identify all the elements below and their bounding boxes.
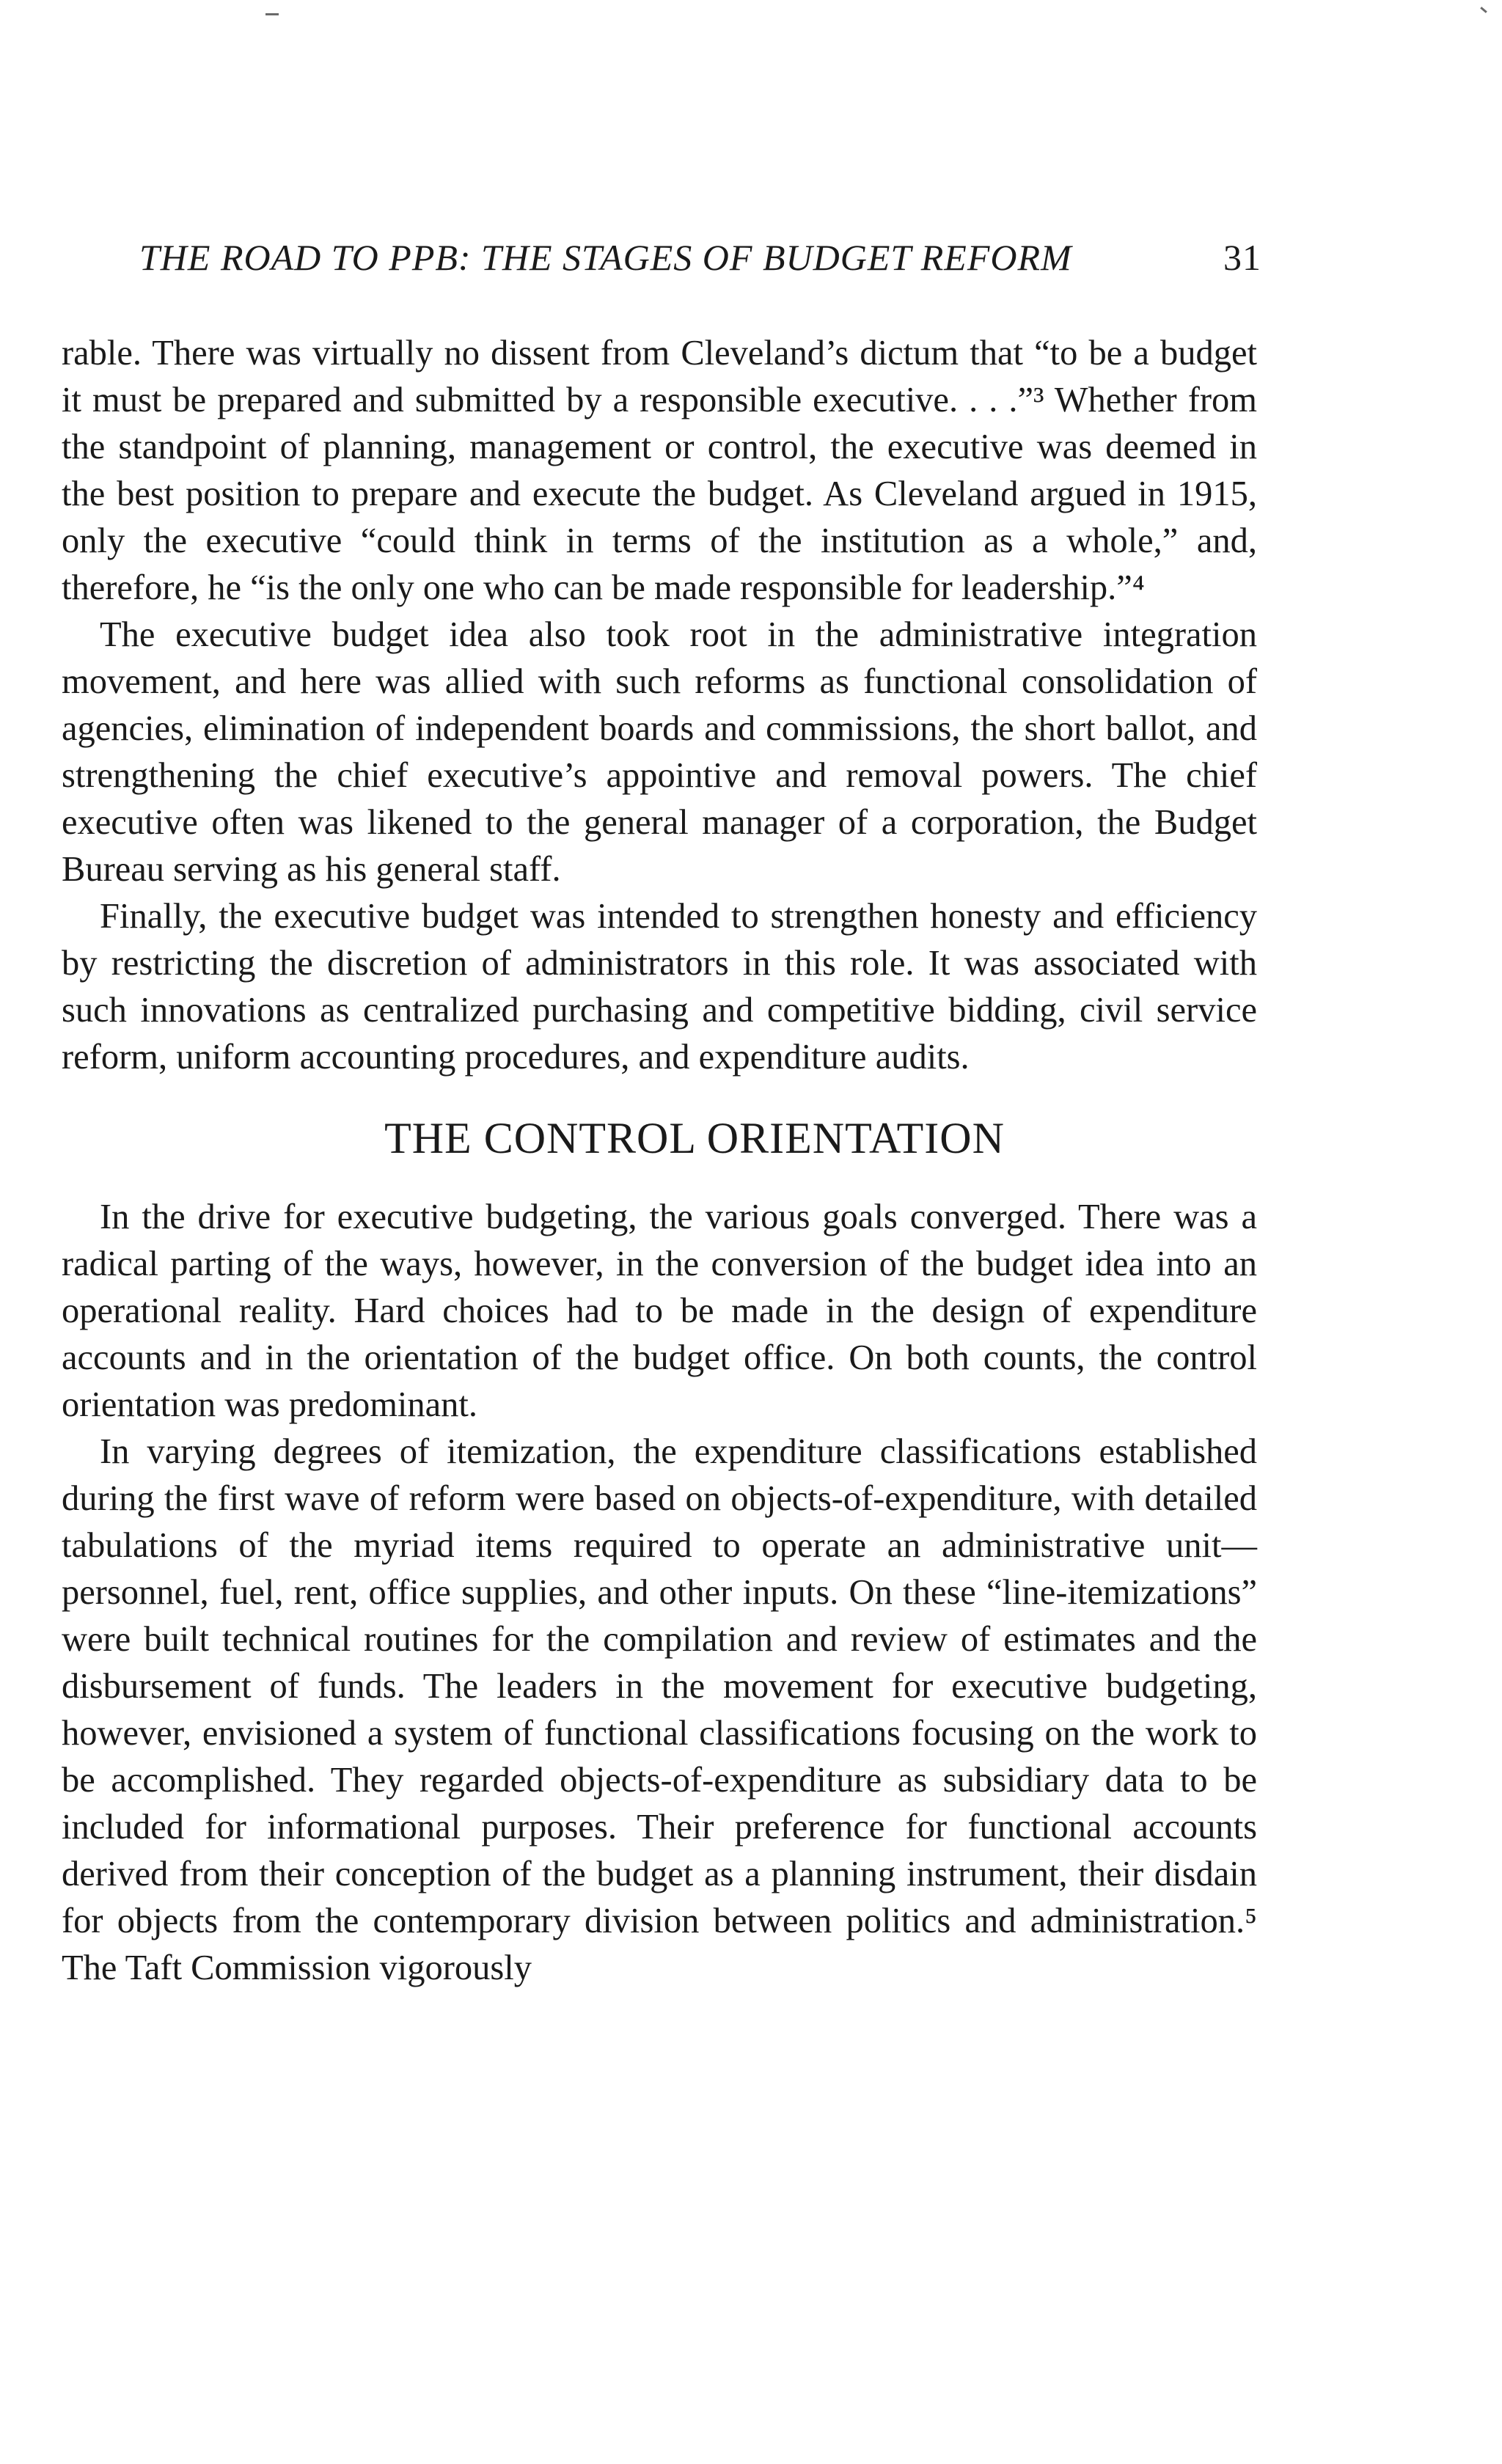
section-heading: THE CONTROL ORIENTATION	[384, 1114, 1005, 1162]
paragraph: The executive budget idea also took root in the administrative integration movement, and here was allied with such reforms as functional consolidation of agencies, elimination of independent boards and commissions, the short ballot, and strengthening the chief executive’s appointive and removal powers. The chief executive often was likened to the general manager of a corporation, the Budget Bureau serving as his general staff.	[62, 615, 1257, 889]
paragraph: rable. There was virtually no dissent from Cleveland’s dictum that “to be a budget it must be prepared and submitted by a responsible executive. . . .”³ Whether from the standpoint of planning, management or control, the executive was deemed in the best position to prepare and execute the budget. As Cleveland argued in 1915, only the executive “could think in terms of the institution as a whole,” and, therefore, he “is the only one who can be made responsible for leadership.”⁴	[62, 334, 1257, 607]
running-head	[139, 236, 1261, 280]
page-number: 31	[1223, 237, 1261, 278]
running-head-title: THE ROAD TO PPB: THE STAGES OF BUDGET REFORM	[139, 237, 1072, 278]
scan-speck	[265, 13, 279, 15]
paragraph: In varying degrees of itemization, the expenditure classifications established during the first wave of reform were based on objects-of-expenditure, with detailed tabulations of the myriad items required to operate an administrative unit—personnel, fuel, rent, office supplies, and other inputs. On these “line-itemizations” were built technical routines for the compilation and review of estimates and the disbursement of funds. The leaders in the movement for executive budgeting, however, envisioned a system of functional classifications focusing on the work to be accomplished. They regarded objects-of-expenditure as subsidiary data to be included for informational purposes. Their preference for functional accounts derived from their conception of the budget as a planning instrument, their disdain for objects from the contemporary division between politics and administration.⁵ The Taft Commission vigorously	[62, 1432, 1257, 1987]
scan-speck	[1480, 7, 1487, 13]
paragraph: Finally, the executive budget was intended to strengthen honesty and efficiency by restricting the discretion of administrators in this role. It was associated with such innovations as centralized purchasing and competitive bidding, civil service reform, uniform accounting procedures, and expenditure audits.	[62, 897, 1257, 1077]
body-text	[62, 330, 1257, 1992]
paragraph: In the drive for executive budgeting, the various goals converged. There was a radical parting of the ways, however, in the conversion of the budget idea into an operational reality. Hard choices had to be made in the design of expenditure accounts and in the orientation of the budget office. On both counts, the control orientation was predominant.	[62, 1198, 1257, 1424]
